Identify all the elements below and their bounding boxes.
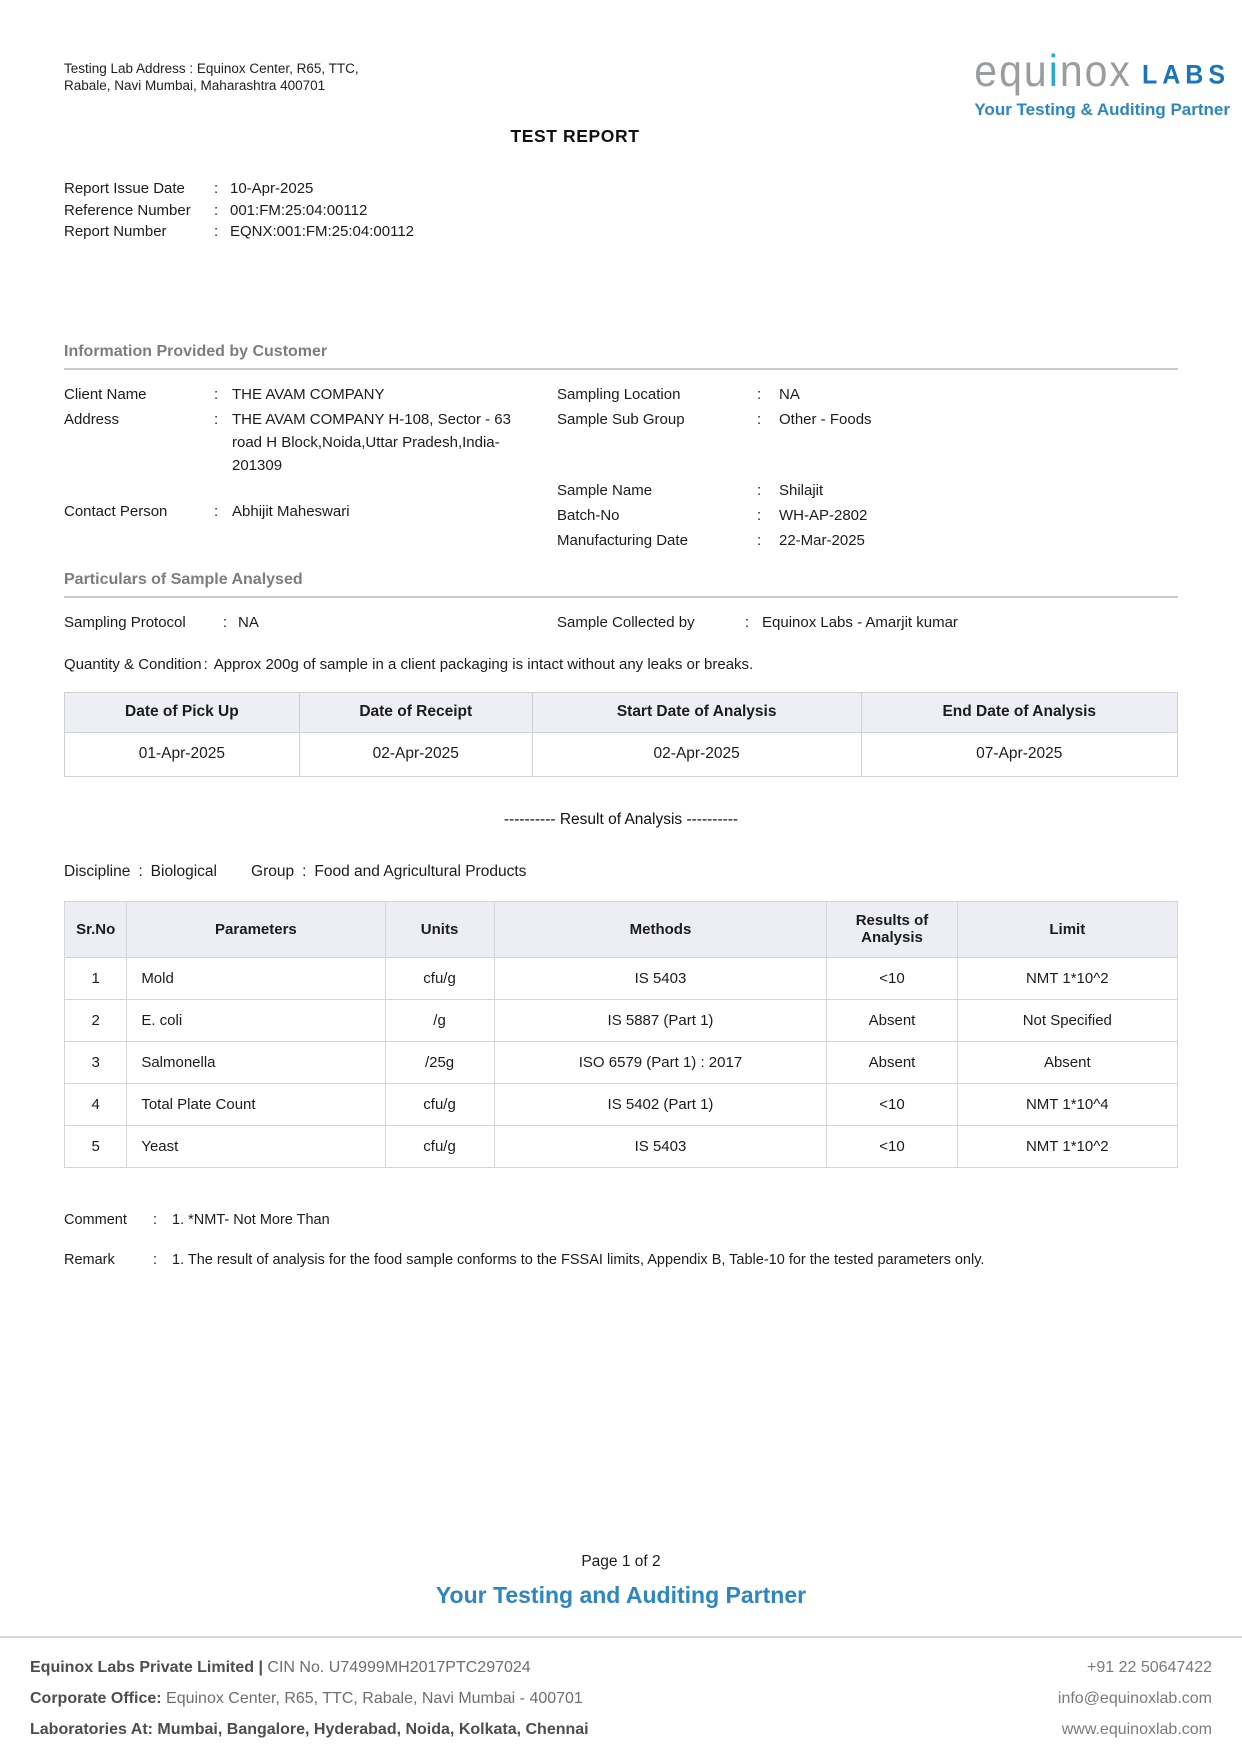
footer-email: info@equinoxlab.com <box>1057 1690 1212 1707</box>
sr-no: 1 <box>65 957 127 999</box>
sr-no: 3 <box>65 1041 127 1083</box>
footer-company-info <box>30 1652 589 1745</box>
parameter: Total Plate Count <box>127 1083 385 1125</box>
remark-row <box>64 1250 1178 1270</box>
result: Absent <box>827 1041 957 1083</box>
report-number-row <box>64 221 1178 243</box>
page-indicator: Page 1 of 2 <box>581 1553 661 1570</box>
limit-header: Limit <box>957 901 1177 957</box>
customer-info-left-column <box>64 382 557 553</box>
address-value: THE AVAM COMPANY H-108, Sector - 63 road H Block,Noida,Uttar Pradesh,India- 201309 <box>232 410 511 474</box>
colon <box>146 1210 164 1230</box>
footer-tagline: Your Testing and Auditing Partner <box>435 1582 807 1608</box>
section-title-sample-particulars: Particulars of Sample Analysed <box>64 571 1178 598</box>
footer-contact-info <box>1058 1652 1212 1745</box>
address-row <box>64 407 557 477</box>
colon <box>757 478 779 503</box>
discipline-group-row <box>64 863 1178 881</box>
quantity-condition-label: Quantity & Condition <box>64 655 202 673</box>
sampling-protocol-label: Sampling Protocol <box>64 613 186 631</box>
sample-sub-group-value: Other - Foods <box>779 410 872 428</box>
manufacturing-date-label: Manufacturing Date <box>557 531 688 549</box>
page-footer <box>0 1552 1242 1745</box>
spacer <box>557 432 1178 478</box>
method: IS 5403 <box>494 957 827 999</box>
start-date-header: Start Date of Analysis <box>532 692 861 732</box>
units: /25g <box>385 1041 494 1083</box>
contact-person-value: Abhijit Maheswari <box>232 502 350 520</box>
sample-collected-by <box>557 612 958 634</box>
contact-person-row <box>64 499 557 524</box>
report-content <box>64 0 1230 1270</box>
cin-number: CIN No. U74999MH2017PTC297024 <box>267 1659 531 1676</box>
logo-word-blue-i: i <box>1048 45 1060 96</box>
company-name: Equinox Labs Private Limited <box>30 1659 255 1676</box>
colon <box>138 863 142 881</box>
method: IS 5402 (Part 1) <box>494 1083 827 1125</box>
footer-laboratories-line <box>30 1714 589 1745</box>
colon <box>204 654 208 676</box>
sample-name-label: Sample Name <box>557 481 653 499</box>
report-issue-date-row <box>64 178 1178 200</box>
srno-header: Sr.No <box>65 901 127 957</box>
date-receipt-header: Date of Receipt <box>299 692 532 732</box>
sampling-protocol <box>64 612 557 634</box>
sampling-location-label: Sampling Location <box>557 385 681 403</box>
method: ISO 6579 (Part 1) : 2017 <box>494 1041 827 1083</box>
units: cfu/g <box>385 1125 494 1167</box>
units-header: Units <box>385 901 494 957</box>
date-receipt-value: 02-Apr-2025 <box>299 732 532 776</box>
manufacturing-date-value: 22-Mar-2025 <box>779 531 865 549</box>
footer-divider <box>0 1636 1242 1638</box>
result-of-analysis-title: ---------- Result of Analysis ---------- <box>503 810 739 828</box>
footer-info <box>30 1652 1212 1745</box>
report-number-value: EQNX:001:FM:25:04:00112 <box>230 223 414 240</box>
equinox-labs-logo <box>974 45 1230 120</box>
sr-no: 4 <box>65 1083 127 1125</box>
colon <box>214 200 230 222</box>
result: <10 <box>827 1125 957 1167</box>
limit: NMT 1*10^4 <box>957 1083 1177 1125</box>
logo-word-gray-right: nox <box>1059 45 1132 96</box>
parameters-header: Parameters <box>127 901 385 957</box>
remark-value: 1. The result of analysis for the food sample conforms to the FSSAI limits, Appendix B, Table-10 for the tested parameters only. <box>172 1251 985 1268</box>
client-name-label: Client Name <box>64 385 147 403</box>
table-row <box>65 1083 1178 1125</box>
report-meta <box>64 178 1178 243</box>
table-row <box>65 732 1178 776</box>
parameter: Mold <box>127 957 385 999</box>
footer-website: www.equinoxlab.com <box>1061 1721 1212 1738</box>
units: /g <box>385 999 494 1041</box>
batch-no-value: WH-AP-2802 <box>779 506 868 524</box>
customer-info-grid <box>64 382 1178 553</box>
quantity-condition-row <box>64 654 1178 676</box>
page-title: TEST REPORT <box>510 126 640 146</box>
results-header: Results of Analysis <box>827 901 957 957</box>
remark-label: Remark <box>64 1251 115 1268</box>
table-row <box>65 999 1178 1041</box>
logo-labs-text: LABS <box>1141 59 1230 91</box>
testing-lab-address: Testing Lab Address : Equinox Center, R65, TTC, Rabale, Navi Mumbai, Maharashtra 400701 <box>64 61 359 93</box>
sample-collected-by-label: Sample Collected by <box>557 613 695 631</box>
result: <10 <box>827 1083 957 1125</box>
method: IS 5403 <box>494 1125 827 1167</box>
colon <box>214 499 232 524</box>
comment-row <box>64 1210 1178 1230</box>
batch-no-label: Batch-No <box>557 506 620 524</box>
colon <box>732 612 762 634</box>
report-issue-date-label: Report Issue Date <box>64 180 185 197</box>
reference-number-value: 001:FM:25:04:00112 <box>230 201 368 219</box>
sampling-location-row <box>557 382 1178 407</box>
colon <box>214 407 232 477</box>
end-date-value: 07-Apr-2025 <box>861 732 1177 776</box>
start-date-value: 02-Apr-2025 <box>532 732 861 776</box>
result: <10 <box>827 957 957 999</box>
corporate-office-value: Equinox Center, R65, TTC, Rabale, Navi Mumbai - 400701 <box>161 1690 583 1707</box>
footer-company-line <box>30 1652 589 1683</box>
laboratories-at: Laboratories At: Mumbai, Bangalore, Hyderabad, Noida, Kolkata, Chennai <box>30 1721 589 1738</box>
contact-person-label: Contact Person <box>64 502 168 520</box>
logo-word-gray-left: equ <box>974 45 1049 96</box>
colon <box>214 221 230 243</box>
parameter: Yeast <box>127 1125 385 1167</box>
results-table <box>64 901 1178 1168</box>
footer-corporate-line <box>30 1683 589 1714</box>
colon <box>302 863 306 881</box>
results-header-row <box>65 901 1178 957</box>
section-title-customer-info: Information Provided by Customer <box>64 343 1178 370</box>
methods-header: Methods <box>494 901 827 957</box>
sample-sub-group-label: Sample Sub Group <box>557 410 685 428</box>
date-pickup-value: 01-Apr-2025 <box>65 732 300 776</box>
colon <box>146 1250 164 1270</box>
limit: Not Specified <box>957 999 1177 1041</box>
client-name-row <box>64 382 557 407</box>
analysis-dates-table <box>64 692 1178 777</box>
limit: NMT 1*10^2 <box>957 957 1177 999</box>
logo-wordmark <box>974 45 1230 98</box>
comment-value: 1. *NMT- Not More Than <box>172 1211 330 1228</box>
report-number-label: Report Number <box>64 223 167 240</box>
limit: NMT 1*10^2 <box>957 1125 1177 1167</box>
group <box>251 863 526 881</box>
table-row <box>65 957 1178 999</box>
limit: Absent <box>957 1041 1177 1083</box>
reference-number-row <box>64 200 1178 222</box>
end-date-header: End Date of Analysis <box>861 692 1177 732</box>
table-row <box>65 1041 1178 1083</box>
colon <box>212 612 238 634</box>
colon <box>214 382 232 407</box>
colon <box>214 178 230 200</box>
report-header <box>64 45 1230 178</box>
parameter: E. coli <box>127 999 385 1041</box>
sample-collected-by-value: Equinox Labs - Amarjit kumar <box>762 613 958 631</box>
method: IS 5887 (Part 1) <box>494 999 827 1041</box>
batch-no-row <box>557 503 1178 528</box>
customer-info-right-column <box>557 382 1178 553</box>
colon <box>757 503 779 528</box>
client-name-value: THE AVAM COMPANY <box>232 385 385 403</box>
sample-name-value: Shilajit <box>779 481 824 499</box>
footer-phone: +91 22 50647422 <box>1086 1659 1212 1676</box>
sampling-location-value: NA <box>779 385 800 403</box>
colon <box>757 407 779 432</box>
manufacturing-date-row <box>557 528 1178 553</box>
discipline-label: Discipline <box>64 862 131 880</box>
units: cfu/g <box>385 1083 494 1125</box>
units: cfu/g <box>385 957 494 999</box>
parameter: Salmonella <box>127 1041 385 1083</box>
discipline <box>64 863 217 881</box>
quantity-condition-value: Approx 200g of sample in a client packaging is intact without any leaks or breaks. <box>213 655 754 673</box>
sample-name-row <box>557 478 1178 503</box>
colon <box>757 528 779 553</box>
logo-tagline: Your Testing & Auditing Partner <box>974 100 1230 119</box>
sampling-protocol-value: NA <box>238 613 259 631</box>
address-label: Address <box>64 410 120 428</box>
reference-number-label: Reference Number <box>64 201 191 219</box>
comment-label: Comment <box>64 1211 127 1228</box>
date-pickup-header: Date of Pick Up <box>65 692 300 732</box>
sr-no: 2 <box>65 999 127 1041</box>
corporate-office-label: Corporate Office: <box>30 1690 162 1707</box>
colon <box>757 382 779 407</box>
sr-no: 5 <box>65 1125 127 1167</box>
separator: | <box>258 1659 268 1676</box>
discipline-value: Biological <box>150 862 218 880</box>
table-row <box>65 1125 1178 1167</box>
group-value: Food and Agricultural Products <box>314 862 527 880</box>
spacer <box>64 477 557 499</box>
table-header-row <box>65 692 1178 732</box>
sampling-protocol-row <box>64 612 1178 634</box>
report-issue-date-value: 10-Apr-2025 <box>230 180 314 197</box>
result: Absent <box>827 999 957 1041</box>
group-label: Group <box>251 862 295 880</box>
sample-sub-group-row <box>557 407 1178 432</box>
